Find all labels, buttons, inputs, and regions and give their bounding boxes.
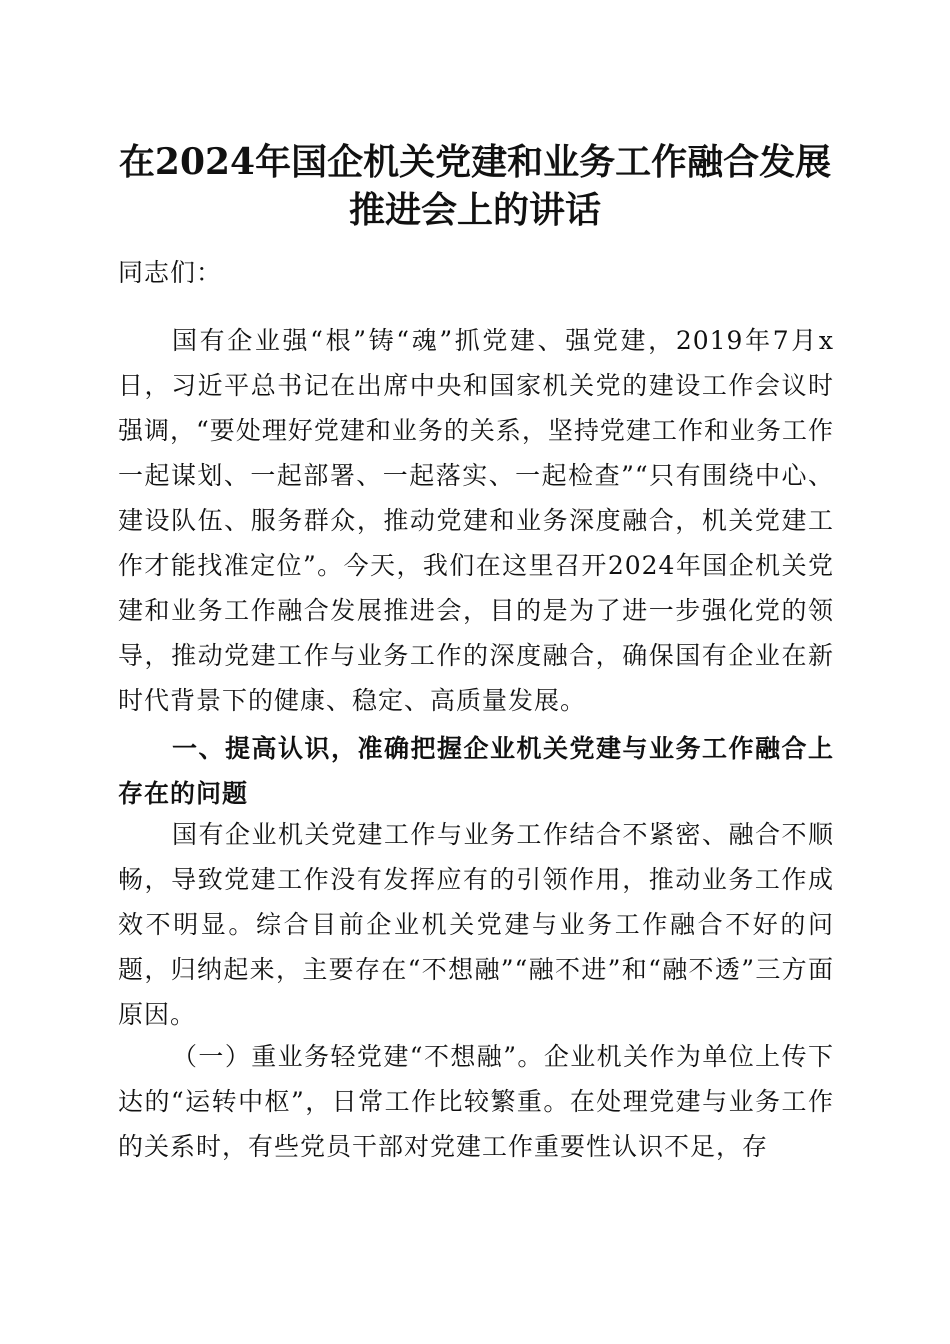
section-heading-1: 一、提高认识，准确把握企业机关党建与业务工作融合上存在的问题 bbox=[118, 734, 834, 808]
paragraph-problems: 国有企业机关党建工作与业务工作结合不紧密、融合不顺畅，导致党建工作没有发挥应有的引领作用，推动业务工作成效不明显。综合目前企业机关党建与业务工作融合不好的问题，归纳起来，主要存在“不想融”“融不进”和“融不透”三方面原因。 bbox=[118, 820, 834, 1029]
paragraph-intro: 国有企业强“根”铸“魂”抓党建、强党建，2019年7月x日，习近平总书记在出席中央和国家机关党的建设工作会议时强调，“要处理好党建和业务的关系，坚持党建工作和业务工作一起谋划、一起部署、一起落实、一起检查”“只有围绕中心、建设队伍、服务群众，推动党建和业务深度融合，机关党建工作才能找准定位”。今天，我们在这里召开2024年国企机关党建和业务工作融合发展推进会，目的是为了进一步强化党的领导，推动党建工作与业务工作的深度融合，确保国有企业在新时代背景下的健康、稳定、高质量发展。 bbox=[118, 326, 834, 715]
paragraph-subsection-1: （一）重业务轻党建“不想融”。企业机关作为单位上传下达的“运转中枢”，日常工作比较繁重。在处理党建与业务工作的关系时，有些党员干部对党建工作重要性认识不足，存 bbox=[118, 1042, 834, 1161]
salutation: 同志们： bbox=[118, 258, 223, 287]
document-title-line-1: 在2024年国企机关党建和业务工作融合发展 bbox=[118, 141, 832, 183]
document-title-line-2: 推进会上的讲话 bbox=[348, 189, 601, 231]
